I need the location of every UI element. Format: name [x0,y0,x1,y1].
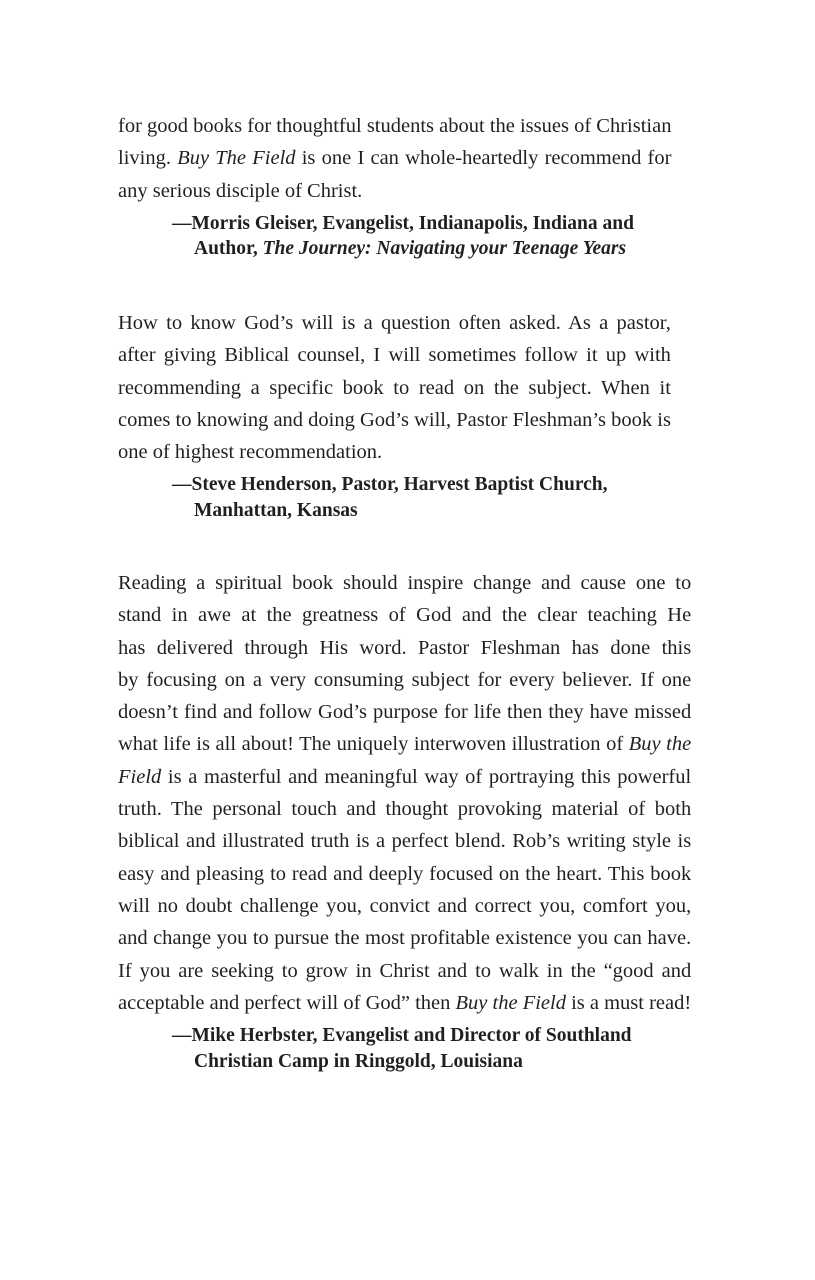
attribution-line-2 [172,236,671,262]
text-line: acceptable and perfect will of God” then Buy the Field is a must read! [118,991,692,1014]
testimonial-steve-henderson [118,307,671,523]
text-line: has delivered through His word. Pastor Fleshman has done this [118,636,692,659]
text-line: will no doubt challenge you, convict and correct you, comfort you, [118,894,692,917]
book-title: Buy The Field [177,147,296,170]
attribution-line-2 [172,1049,691,1075]
attribution-line-1: —Morris Gleiser, Evangelist, Indianapolis, Indiana and [172,212,634,234]
text-line: truth. The personal touch and thought provoking material of both [118,798,692,821]
book-title: Buy the Field [455,991,566,1014]
testimonial-body [118,307,671,468]
text-line: stand in awe at the greatness of God and the clear teaching He [118,604,692,627]
book-title: Buy the [628,733,692,756]
text-line: after giving Biblical counsel, I will sometimes follow it up with [118,344,671,367]
text-line: How to know God’s will is a question often asked. As a pastor, [118,312,671,334]
text-line: what life is all about! The uniquely interwoven illustration of Buy the [118,733,692,756]
testimonial-attribution [172,1023,691,1074]
text-line: comes to knowing and doing God’s will, Pastor Fleshman’s book is [118,408,671,431]
text-line: Reading a spiritual book should inspire change and cause one to [118,572,692,594]
attribution-line-1: —Mike Herbster, Evangelist and Director of Southland [172,1025,632,1047]
book-title: Field [118,765,162,788]
text-line: for good books for thoughtful students about the issues of Christian [118,115,672,137]
attribution-line-1: —Steve Henderson, Pastor, Harvest Baptist Church, [172,474,608,496]
testimonial-morris-gleiser [118,110,671,262]
testimonial-body [118,110,671,207]
text-line: and change you to pursue the most profitable existence you can have. [118,927,692,950]
testimonial-body [118,567,691,1019]
text-line: one of highest recommendation. [118,441,383,464]
text-line: by focusing on a very consuming subject for every believer. If one [118,668,692,691]
text-line: easy and pleasing to read and deeply focused on the heart. This book [118,862,692,885]
text-line: biblical and illustrated truth is a perfect blend. Rob’s writing style is [118,830,692,853]
attribution-book-title: The Journey: Navigating your Teenage Years [262,238,627,260]
text-line: doesn’t find and follow God’s purpose for life then they have missed [118,701,692,724]
testimonial-attribution [172,211,671,262]
testimonial-mike-herbster [118,567,691,1074]
attribution-line-2-text: Author, [194,238,263,260]
text-line: any serious disciple of Christ. [118,179,363,202]
testimonial-attribution [172,472,671,523]
attribution-line-2-text: Manhattan, Kansas [194,499,358,521]
text-line: If you are seeking to grow in Christ and to walk in the “good and [118,959,692,982]
text-line: Field is a masterful and meaningful way of portraying this powerful [118,765,692,788]
text-line: living. Buy The Field is one I can whole-heartedly recommend for [118,147,672,170]
attribution-line-2 [172,498,671,524]
text-line: recommending a specific book to read on the subject. When it [118,376,671,399]
attribution-line-2-text: Christian Camp in Ringgold, Louisiana [194,1050,523,1072]
